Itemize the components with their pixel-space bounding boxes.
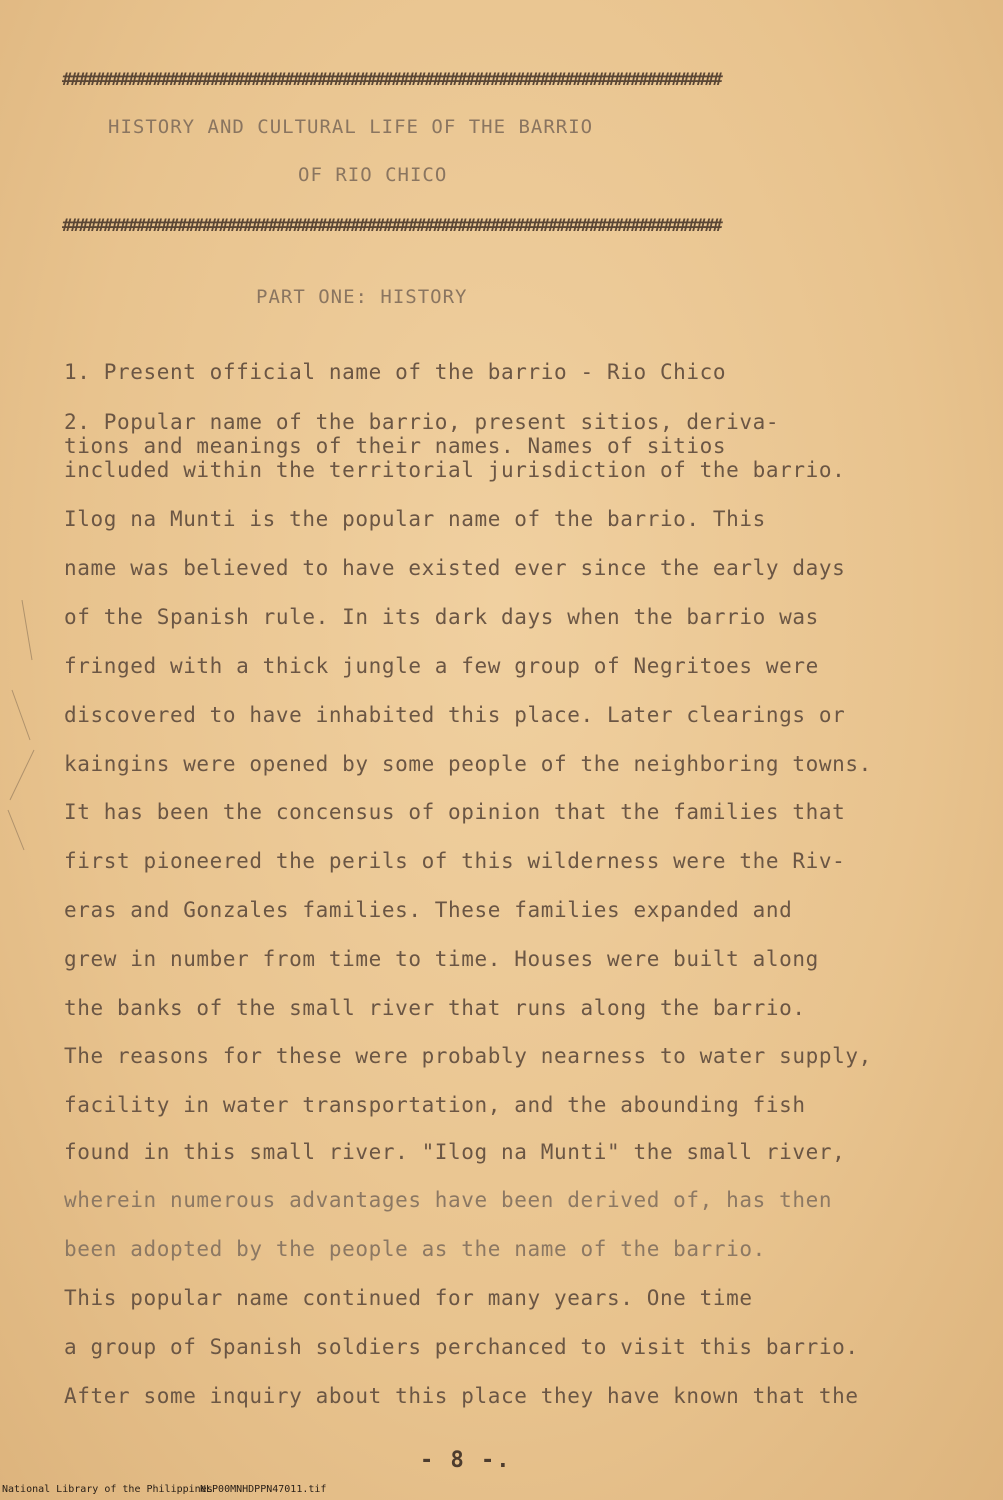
item-line-2: 2. Popular name of the barrio, present sitios, deriva- (64, 410, 780, 434)
body-line: first pioneered the perils of this wilderness were the Riv- (64, 849, 846, 873)
bottom-hash-rule: ################################################################################ (62, 216, 721, 236)
body-line: fringed with a thick jungle a few group of Negritoes were (64, 654, 819, 678)
body-line: the banks of the small river that runs along the barrio. (64, 996, 806, 1020)
body-line: of the Spanish rule. In its dark days when the barrio was (64, 605, 819, 629)
section-heading: PART ONE: HISTORY (256, 286, 468, 308)
body-line: It has been the concensus of opinion that the families that (64, 800, 846, 824)
document-title-line-2: OF RIO CHICO (298, 164, 448, 186)
body-line: facility in water transportation, and the abounding fish (64, 1093, 806, 1117)
top-hash-rule: ################################################################################ (62, 70, 721, 90)
body-line: The reasons for these were probably nearness to water supply, (64, 1044, 872, 1068)
page-number: - 8 -. (420, 1448, 512, 1473)
scan-credits (0, 1484, 1003, 1498)
item-line-1: 1. Present official name of the barrio - Rio Chico (64, 360, 727, 384)
body-line: eras and Gonzales families. These families expanded and (64, 898, 793, 922)
body-line: This popular name continued for many years. One time (64, 1286, 753, 1310)
item-line-4: included within the territorial jurisdiction of the barrio. (64, 458, 846, 482)
document-title-line-1: HISTORY AND CULTURAL LIFE OF THE BARRIO (108, 116, 594, 138)
body-line: been adopted by the people as the name of the barrio. (64, 1237, 766, 1261)
body-line: kaingins were opened by some people of the neighboring towns. (64, 752, 872, 776)
item-line-3: tions and meanings of their names. Names of sitios (64, 434, 727, 458)
file-id: NLP00MNHDPPN47011.tif (200, 1484, 327, 1495)
body-line: a group of Spanish soldiers perchanced to visit this barrio. (64, 1335, 859, 1359)
library-credit: National Library of the Philippines (2, 1484, 213, 1495)
body-line: found in this small river. "Ilog na Munti" the small river, (64, 1140, 846, 1164)
body-line: name was believed to have existed ever since the early days (64, 556, 846, 580)
body-line: discovered to have inhabited this place. Later clearings or (64, 703, 846, 727)
body-line: After some inquiry about this place they have known that the (64, 1384, 859, 1408)
margin-pencil-marks (2, 600, 42, 860)
body-line: Ilog na Munti is the popular name of the barrio. This (64, 507, 766, 531)
body-line: grew in number from time to time. Houses were built along (64, 947, 819, 971)
body-line: wherein numerous advantages have been derived of, has then (64, 1188, 833, 1212)
